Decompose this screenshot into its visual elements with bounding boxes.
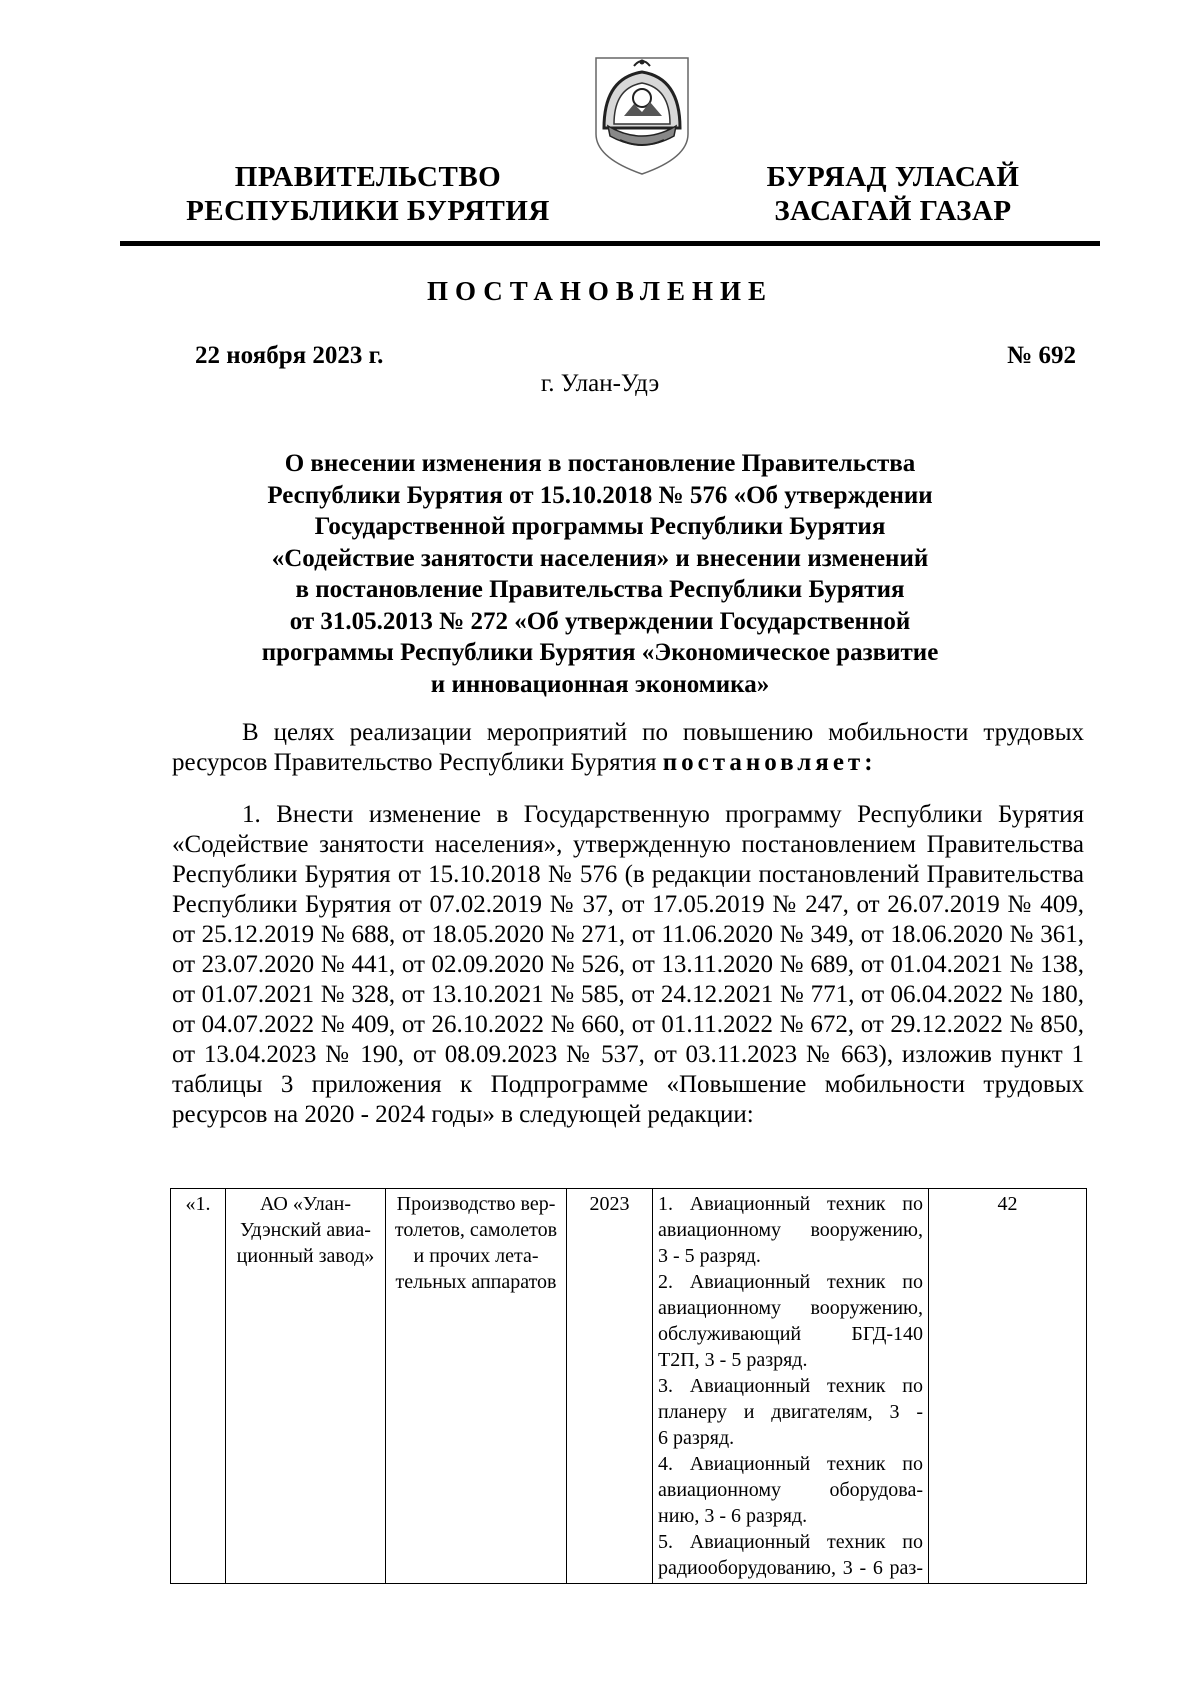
item-1-paragraph: 1. Внести изменение в Государственную программу Республики Бурятия «Содействие занятости населения», утвержденную постановлением Правительства Республики Бурятия от 15.10.2018 № 576 (в редакции постановлений Правительства Республики Бурятия от 07.02.2019 № 37, от 17.05.2019 № 247, от 26.07.2019 № 409, от 25.12.2019 № 688, от 18.05.2020 № 271, от 11.06.2020 № 349, от 18.06.2020 № 361, от 23.07.2020 № 441, от 02.09.2020 № 526, от 13.11.2020 № 689, от 01.04.2021 № 138, от 01.07.2021 № 328, от 13.10.2021 № 585, от 24.12.2021 № 771, от 06.04.2022 № 180, от 04.07.2022 № 409, от 26.10.2022 № 660, от 01.11.2022 № 672, от 29.12.2022 № 850, от 13.04.2023 № 190, от 08.09.2023 № 537, от 03.11.2023 № 663), изложив пункт 1 таблицы 3 приложения к Подпрограмме «Повышение мобильности трудовых ресурсов на 2020 - 2024 годы» в следующей редакции:	[172, 801, 1084, 1128]
profession-line: 3. Авиационный техник по	[658, 1375, 923, 1397]
org-line: ционный завод»	[236, 1245, 375, 1267]
header-divider	[120, 241, 1100, 246]
title-line: Республики Бурятия от 15.10.2018 № 576 «Об утверждении	[267, 481, 933, 509]
profession-line: авиационному вооружению,	[658, 1219, 923, 1241]
table-row	[171, 1189, 1087, 1584]
title-line: и инновационная экономика»	[430, 670, 770, 698]
profession-line: 5. Авиационный техник по	[658, 1531, 923, 1553]
profession-line: планеру и двигателям, 3 -	[658, 1401, 923, 1423]
profession-line: 1. Авиационный техник по	[658, 1193, 923, 1215]
org-line: АО «Улан-	[259, 1193, 351, 1215]
document-type: ПОСТАНОВЛЕНИЕ	[426, 276, 774, 306]
title-line: в постановление Правительства Республики Бурятия	[295, 576, 905, 603]
table-cell-professions	[653, 1189, 929, 1584]
profession-line: нию, 3 - 6 разряд.	[658, 1505, 808, 1527]
profession-line: радиооборудованию, 3 - 6 раз-	[658, 1557, 923, 1579]
document-city: г. Улан-Удэ	[540, 370, 660, 397]
amendment-table	[170, 1188, 1087, 1584]
profession-line: обслуживающий БГД-140	[658, 1323, 923, 1345]
activity-line: Производство вер-	[396, 1193, 556, 1215]
profession-line: 4. Авиационный техник по	[658, 1453, 923, 1475]
document-date: 22 ноября 2023 г.	[195, 342, 384, 369]
document-number: № 692	[1007, 342, 1076, 369]
title-line: О внесении изменения в постановление Правительства	[284, 450, 916, 477]
activity-line: тельных аппаратов	[395, 1271, 557, 1293]
activity-line: и прочих лета-	[413, 1245, 539, 1267]
title-line: программы Республики Бурятия «Экономическое развитие	[261, 639, 939, 666]
table-cell-count: 42	[929, 1189, 1087, 1584]
table-cell-num: «1.	[171, 1189, 226, 1584]
preamble-resolves: постановляет:	[662, 749, 877, 776]
profession-line: авиационному оборудова-	[658, 1479, 923, 1501]
header-left-line2: РЕСПУБЛИКИ БУРЯТИЯ	[186, 195, 550, 227]
header-left-line1: ПРАВИТЕЛЬСТВО	[234, 161, 502, 193]
profession-line: 3 - 5 разряд.	[658, 1245, 761, 1267]
profession-line: авиационному вооружению,	[658, 1297, 923, 1319]
header-right-line2: ЗАСАГАЙ ГАЗАР	[774, 195, 1012, 227]
activity-line: толетов, самолетов	[394, 1219, 558, 1241]
profession-line: 6 разряд.	[658, 1427, 735, 1449]
table-cell-year: 2023	[567, 1189, 653, 1584]
header-left	[168, 160, 568, 228]
title-line: «Содействие занятости населения» и внесении изменений	[271, 544, 929, 572]
document-title	[200, 448, 1000, 700]
preamble-paragraph	[172, 718, 1084, 778]
profession-line: 2. Авиационный техник по	[658, 1271, 923, 1293]
coat-of-arms-emblem	[590, 50, 694, 178]
table-cell-activity	[386, 1189, 567, 1584]
title-line: Государственной программы Республики Бурятия	[314, 513, 886, 540]
preamble-text: В целях реализации мероприятий по повышению мобильности трудовых ресурсов Правительство Республики Бурятия	[172, 719, 1084, 776]
header-right	[745, 160, 1041, 228]
title-line: от 31.05.2013 № 272 «Об утверждении Государственной	[289, 607, 911, 635]
profession-line: Т2П, 3 - 5 разряд.	[658, 1349, 808, 1371]
table-cell-organization	[226, 1189, 386, 1584]
header-right-line1: БУРЯАД УЛАСАЙ	[766, 161, 1020, 193]
org-line: Удэнский авиа-	[240, 1219, 371, 1241]
